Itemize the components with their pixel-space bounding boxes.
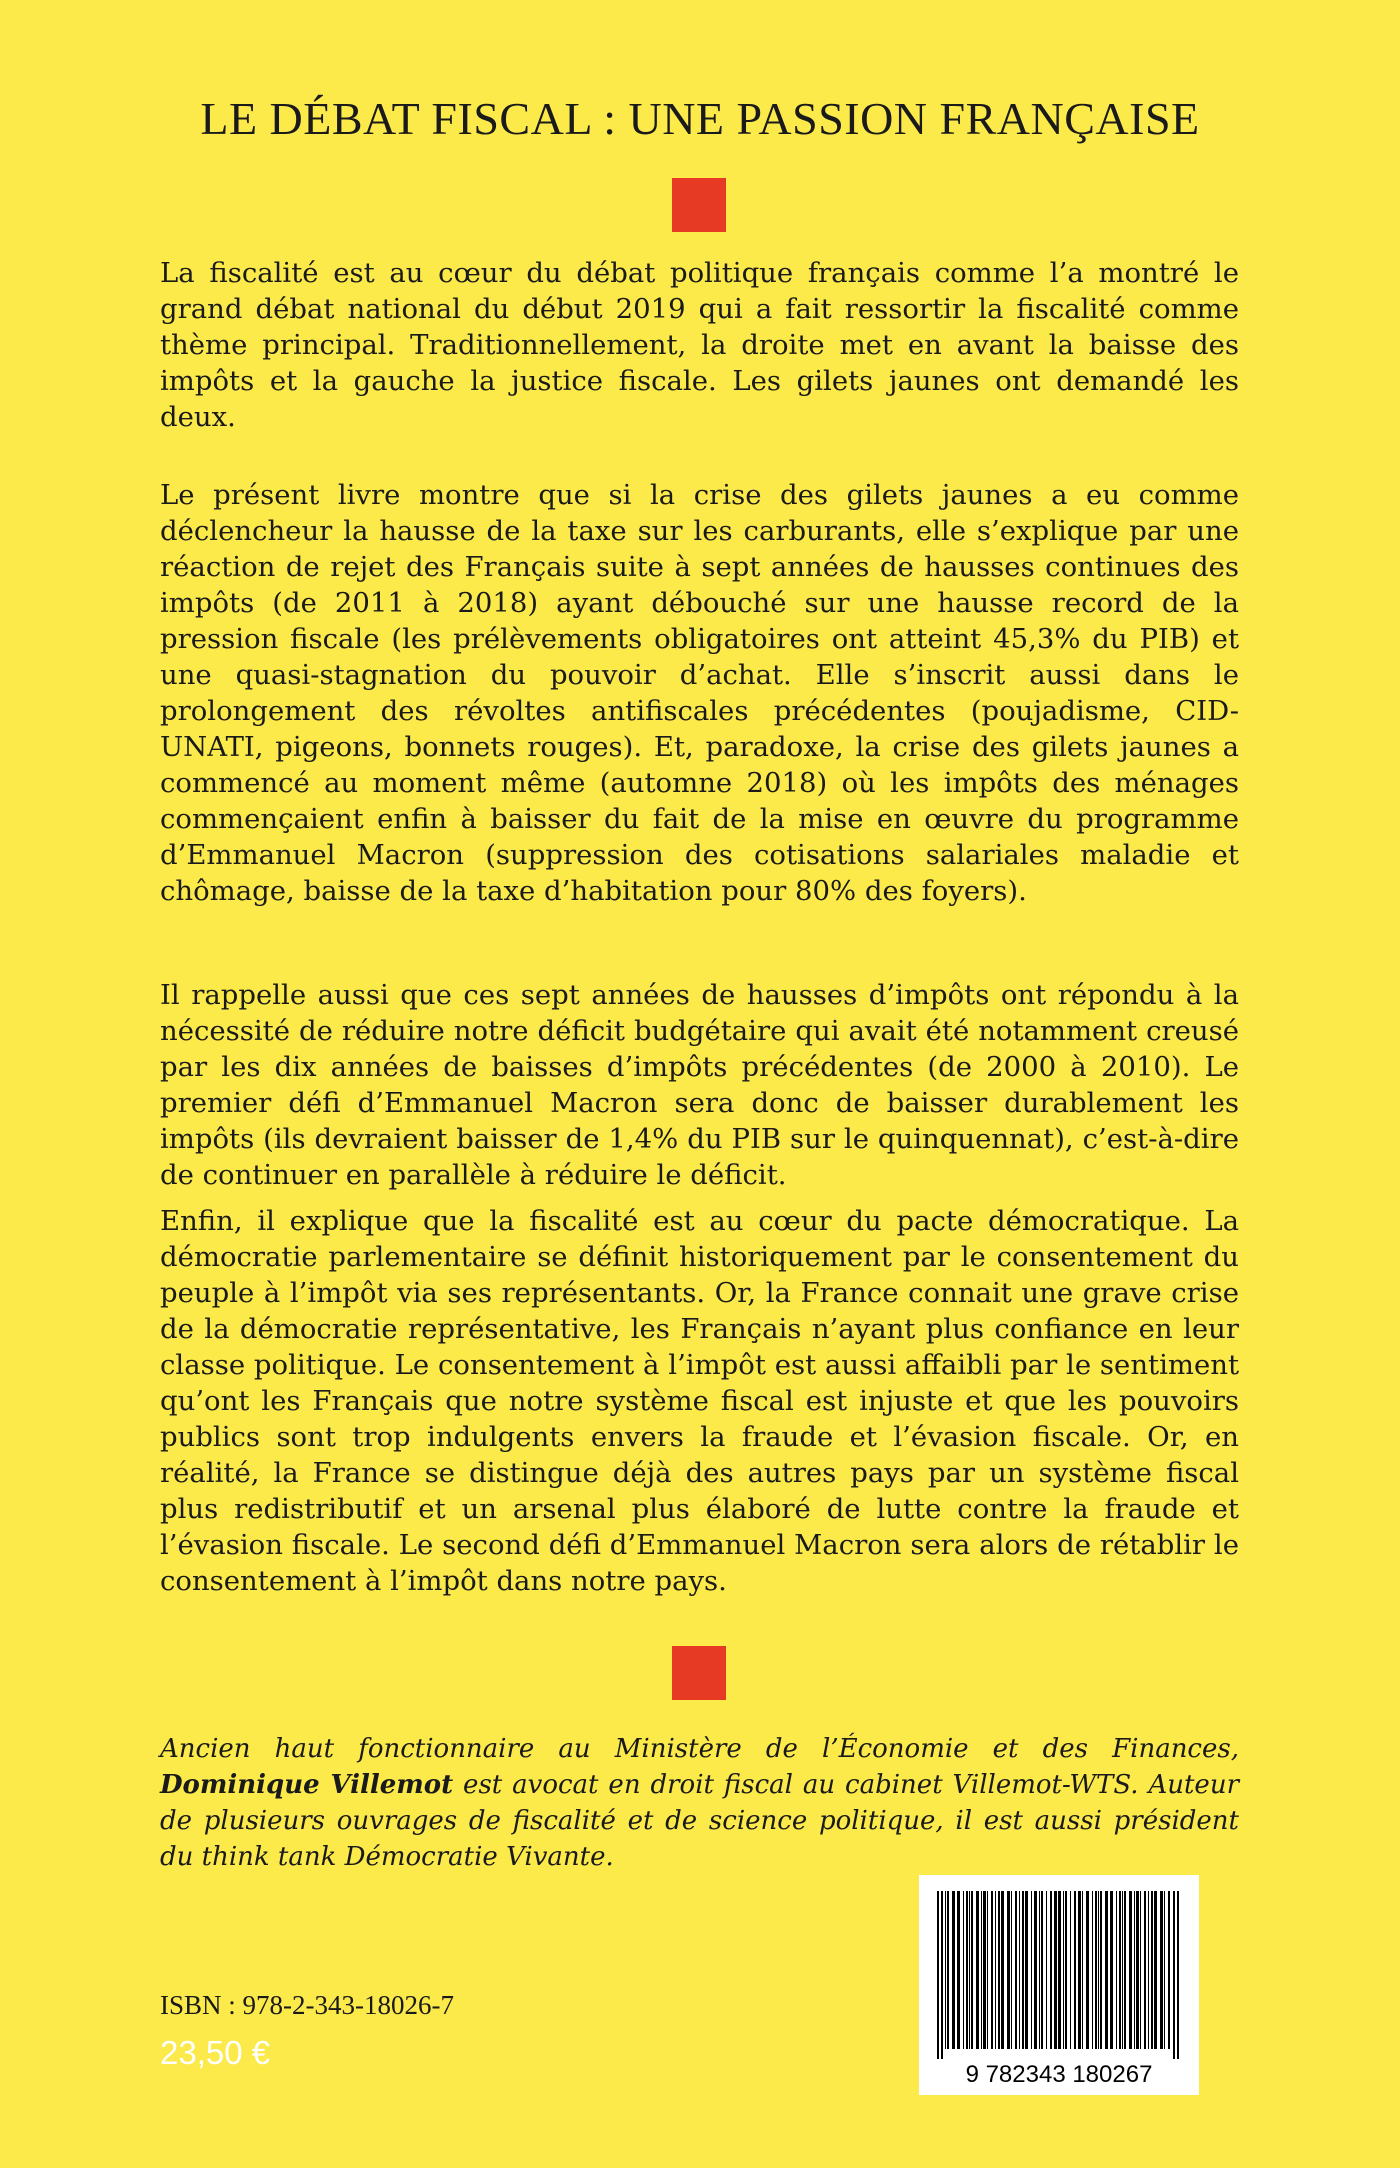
barcode-bar xyxy=(1095,1891,1097,2049)
barcode-bar xyxy=(966,1891,968,2049)
barcode-bar xyxy=(1148,1891,1149,2049)
barcode-bar xyxy=(1058,1891,1061,2049)
barcode-bar xyxy=(1168,1891,1170,2049)
barcode-bar xyxy=(1034,1891,1037,2049)
barcode-bar xyxy=(976,1891,979,2049)
barcode-bar xyxy=(1140,1891,1141,2049)
summary-paragraph-1: La fiscalité est au cœur du débat politique français comme l’a montré le grand débat national du début 2019 qui a fait ressortir la fiscalité comme thème principal. Traditionnellement, la droite met en avant la baisse des impôts et la gauche la justice fiscale. Les gilets jaunes ont demandé les deux. xyxy=(160,257,1239,433)
barcode-bar xyxy=(995,1891,996,2049)
barcode-bar xyxy=(1177,1891,1179,2059)
book-title: LE DÉBAT FISCAL : UNE PASSION FRANÇAISE xyxy=(200,93,1200,144)
summary-paragraph-4: Enfin, il explique que la fiscalité est au cœur du pacte démocratique. La démocratie parlementaire se définit historiquement par le consentement du peuple à l’impôt via ses représentants. Or, la France connait une grave crise de la démocratie représentative, les Français n’ayant plus confiance en leur classe politique. Le consentement à l’impôt est aussi affaibli par le sentiment qu’ont les Français que notre système fiscal est injuste et que les pouvoirs publics sont trop indulgents envers la fraude et l’évasion fiscale. Or, en réalité, la France se distingue déjà des autres pays par un système fiscal plus redistributif et un arsenal plus élaboré de lutte contre la fraude et l’évasion fiscale. Le second défi d’Emmanuel Macron sera alors de rétablir le consentement à l’impôt dans notre pays. xyxy=(160,1205,1239,1597)
author-bio-intro: Ancien haut fonctionnaire au Ministère de l’Économie et des Finances, xyxy=(160,1734,1239,1764)
barcode-bar xyxy=(1098,1891,1099,2049)
barcode-bar xyxy=(1092,1891,1093,2049)
barcode-bar xyxy=(963,1891,964,2049)
barcode-bar xyxy=(1086,1891,1089,2049)
author-bio-details: est avocat en droit fiscal au cabinet Villemot-WTS. Auteur de plusieurs ouvrages de fiscalité et de science politique, il est aussi président du think tank Démocratie Vivante. xyxy=(160,1770,1239,1872)
barcode-bar xyxy=(1007,1891,1010,2049)
barcode-bar xyxy=(1050,1891,1052,2049)
barcode-bar xyxy=(1046,1891,1047,2049)
barcode-bar xyxy=(1063,1891,1064,2049)
barcode-bar xyxy=(971,1891,973,2049)
barcode-bar xyxy=(1124,1891,1126,2049)
barcode-bar xyxy=(1041,1891,1043,2049)
barcode-bar xyxy=(1129,1891,1132,2049)
barcode-bar xyxy=(983,1891,986,2049)
price-label: 23,50 € xyxy=(160,2034,271,2071)
isbn-barcode xyxy=(919,1875,1199,2095)
author-bio xyxy=(160,1731,1239,1875)
barcode-bar xyxy=(969,1891,970,2049)
barcode-bar xyxy=(1011,1891,1012,2049)
barcode-bar xyxy=(1160,1891,1163,2049)
barcode-bar xyxy=(998,1891,1000,2049)
barcode-digits: 9 782343 180267 xyxy=(965,2061,1153,2088)
barcode-bar xyxy=(1119,1891,1121,2049)
barcode-bar xyxy=(1054,1891,1057,2049)
red-square-ornament-bottom xyxy=(672,1646,726,1700)
barcode-bar xyxy=(941,1891,943,2059)
barcode-bar xyxy=(1144,1891,1146,2049)
barcode-bar xyxy=(937,1891,939,2059)
barcode-bar xyxy=(991,1891,993,2049)
barcode-bar xyxy=(947,1891,949,2049)
barcode-bar xyxy=(1110,1891,1113,2049)
barcode-bar xyxy=(1136,1891,1139,2049)
barcode-bar xyxy=(987,1891,988,2049)
barcode-bar xyxy=(1074,1891,1076,2049)
barcode-bar xyxy=(1019,1891,1020,2049)
barcode-bar xyxy=(957,1891,960,2049)
barcode-bar xyxy=(1001,1891,1004,2049)
barcode-bar xyxy=(1031,1891,1032,2049)
barcode-bar xyxy=(1164,1891,1165,2049)
barcode-bar xyxy=(1100,1891,1102,2049)
barcode-bar xyxy=(1116,1891,1117,2049)
barcode-bar xyxy=(1122,1891,1123,2049)
barcode-bar xyxy=(952,1891,955,2049)
red-square-ornament-top xyxy=(672,178,726,232)
barcode-bar xyxy=(1022,1891,1024,2049)
barcode-bar xyxy=(1025,1891,1028,2049)
barcode-bar xyxy=(1015,1891,1017,2049)
summary-paragraph-3: Il rappelle aussi que ces sept années de hausses d’impôts ont répondu à la nécessité de réduire notre déficit budgétaire qui avait été notamment creusé par les dix années de baisses d’impôts précédentes (de 2000 à 2010). Le premier défi d’Emmanuel Macron sera donc de baisser durablement les impôts (ils devraient baisser de 1,4% du PIB sur le quinquennat), c’est-à-dire de continuer en parallèle à réduire le déficit. xyxy=(160,979,1239,1191)
barcode-bar xyxy=(1134,1891,1135,2049)
barcode-bar xyxy=(1070,1891,1071,2049)
barcode-bar xyxy=(1065,1891,1067,2049)
barcode-bar xyxy=(1039,1891,1040,2049)
barcode-graphic xyxy=(919,1875,1199,2095)
barcode-bar xyxy=(1173,1891,1175,2059)
barcode-bar xyxy=(981,1891,982,2049)
barcode-bar xyxy=(1105,1891,1108,2049)
barcode-bar xyxy=(1154,1891,1157,2049)
isbn-label: ISBN : 978-2-343-18026-7 xyxy=(160,1990,454,2020)
barcode-bar xyxy=(1082,1891,1083,2049)
summary-paragraph-2: Le présent livre montre que si la crise des gilets jaunes a eu comme déclencheur la hausse de la taxe sur les carburants, elle s’explique par une réaction de rejet des Français suite à sept années de hausses continues des impôts (de 2011 à 2018) ayant débouché sur une hausse record de la pression fiscale (les prélèvements obligatoires ont atteint 45,3% du PIB) et une quasi-stagnation du pouvoir d’achat. Elle s’inscrit aussi dans le prolongement des révoltes antifiscales précédentes (poujadisme, CID-UNATI, pigeons, bonnets rouges). Et, paradoxe, la crise des gilets jaunes a commencé au moment même (automne 2018) où les impôts des ménages commençaient enfin à baisser du fait de la mise en œuvre du programme d’Emmanuel Macron (suppression des cotisations salariales maladie et chômage, baisse de la taxe d’habitation pour 80% des foyers). xyxy=(160,479,1239,907)
barcode-bar xyxy=(945,1891,946,2049)
barcode-bar xyxy=(1078,1891,1081,2049)
barcode-bar xyxy=(1151,1891,1153,2049)
author-name: Dominique Villemot xyxy=(160,1770,454,1800)
